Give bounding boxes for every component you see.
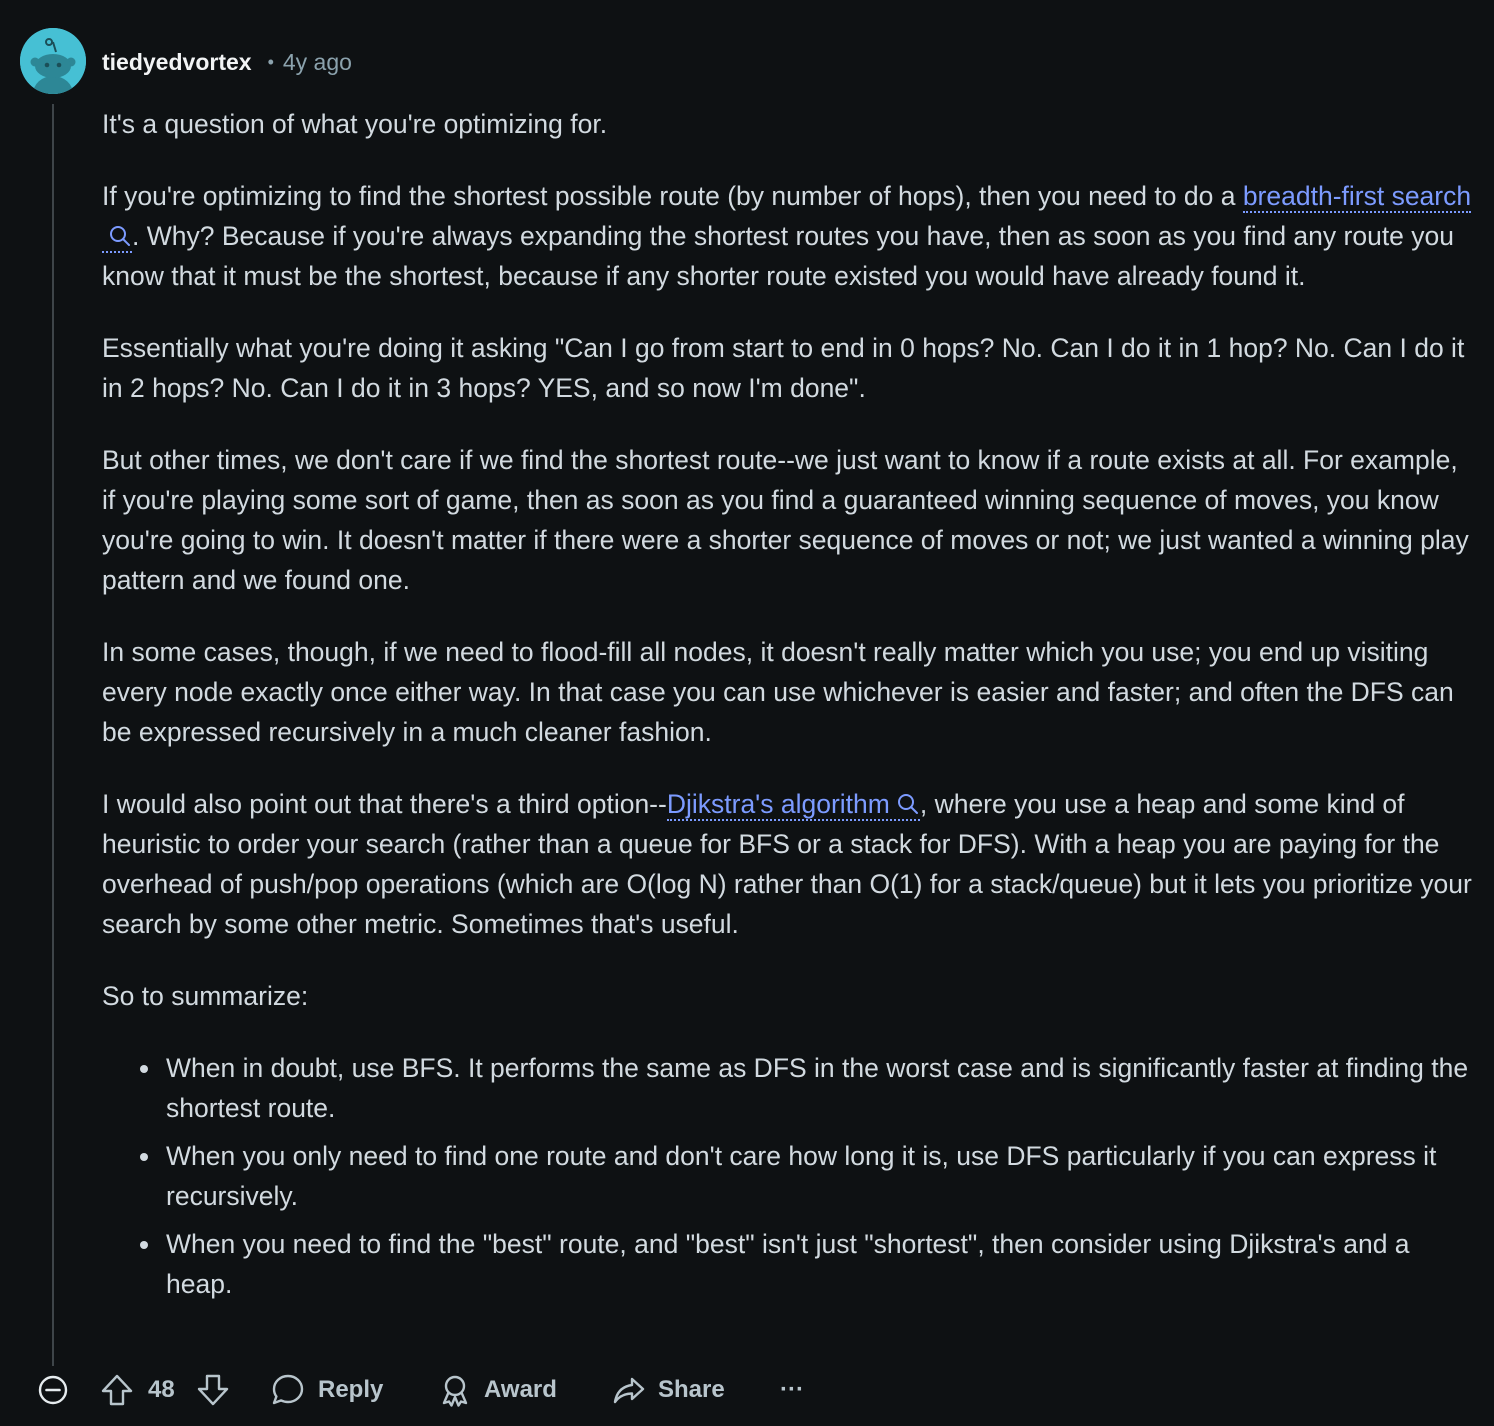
award-ribbon-icon [438,1373,472,1407]
downvote-button[interactable] [196,1366,230,1414]
vote-score-value: 48 [148,1376,175,1403]
paragraph [102,176,1474,296]
paragraph: So to summarize: [102,981,309,1011]
collapse-minus-icon [36,1373,70,1407]
reply-label: Reply [318,1376,384,1403]
paragraph-text: , where you use a heap and some kind of heuristic to order your search (rather than a queue for BFS or a stack for DFS). With a heap you are paying for the overhead of push/pop operations (which are O(log N) rather than O(1) for a stack/queue) but it lets you prioritize your search by some other metric. Sometimes that's useful. [102,789,1472,939]
downvote-arrow-icon [196,1373,230,1407]
list-item: When you only need to find one route and don't care how long it is, use DFS particularly if you can express it recursively. [166,1136,1474,1216]
thread-line[interactable] [52,104,54,1366]
paragraph: In some cases, though, if we need to flood-fill all nodes, it doesn't really matter which you use; you end up visiting every node exactly once either way. In that case you can use whichever is easier and faster; and often the DFS can be expressed recursively in a much cleaner fashion. [102,637,1454,747]
meta-separator: • [267,51,274,72]
link-label: breadth-first search [1242,181,1472,211]
comment-body [102,104,1474,1312]
paragraph: Essentially what you're doing it asking "Can I go from start to end in 0 hops? No. Can I do it in 1 hop? No. Can I do it in 2 hops? No. Can I do it in 3 hops? YES, and so now I'm done". [102,333,1465,403]
reply-button[interactable] [270,1366,383,1414]
collapse-button[interactable] [36,1366,70,1414]
award-label: Award [484,1376,557,1403]
comment-action-bar [0,1366,1494,1414]
paragraph: But other times, we don't care if we find the shortest route--we just want to know if a route exists at all. For example, if you're playing some sort of game, then as soon as you find a guaranteed winning sequence of moves, you know you're going to win. It doesn't matter if there were a shorter sequence of moves or not; we just wanted a winning play pattern and we found one. [102,445,1469,595]
more-dots-icon: ··· [780,1376,804,1403]
search-link-djikstra[interactable] [667,789,920,821]
user-avatar[interactable] [20,28,86,94]
share-button[interactable] [612,1366,725,1414]
vote-score [148,1366,175,1414]
paragraph: It's a question of what you're optimizing for. [102,109,608,139]
comment-header [102,42,352,82]
paragraph [102,784,1474,944]
share-arrow-icon [612,1373,646,1407]
snoo-avatar-icon [20,28,86,94]
list-item: When you need to find the "best" route, and "best" isn't just "shortest", then consider using Djikstra's and a heap. [166,1224,1474,1304]
upvote-button[interactable] [100,1366,134,1414]
search-icon [108,224,132,248]
award-button[interactable] [438,1366,557,1414]
paragraph-text: If you're optimizing to find the shortest possible route (by number of hops), then you need to do a [102,181,1243,211]
summary-list [102,1048,1474,1304]
paragraph-text: . Why? Because if you're always expanding the shortest routes you have, then as soon as you find any route you know that it must be the shortest, because if any shorter route existed you would have already found it. [102,221,1455,291]
author-name[interactable]: tiedyedvortex [102,48,252,75]
link-label: Djikstra's algorithm [666,789,890,819]
list-item: When in doubt, use BFS. It performs the same as DFS in the worst case and is significantly faster at finding the shortest route. [166,1048,1474,1128]
more-options-button[interactable] [780,1366,804,1414]
search-icon [896,792,920,816]
upvote-arrow-icon [100,1373,134,1407]
share-label: Share [658,1376,725,1403]
comment-time[interactable]: 4y ago [282,48,352,75]
paragraph-text: I would also point out that there's a third option-- [102,789,667,819]
chat-bubble-icon [270,1372,306,1408]
